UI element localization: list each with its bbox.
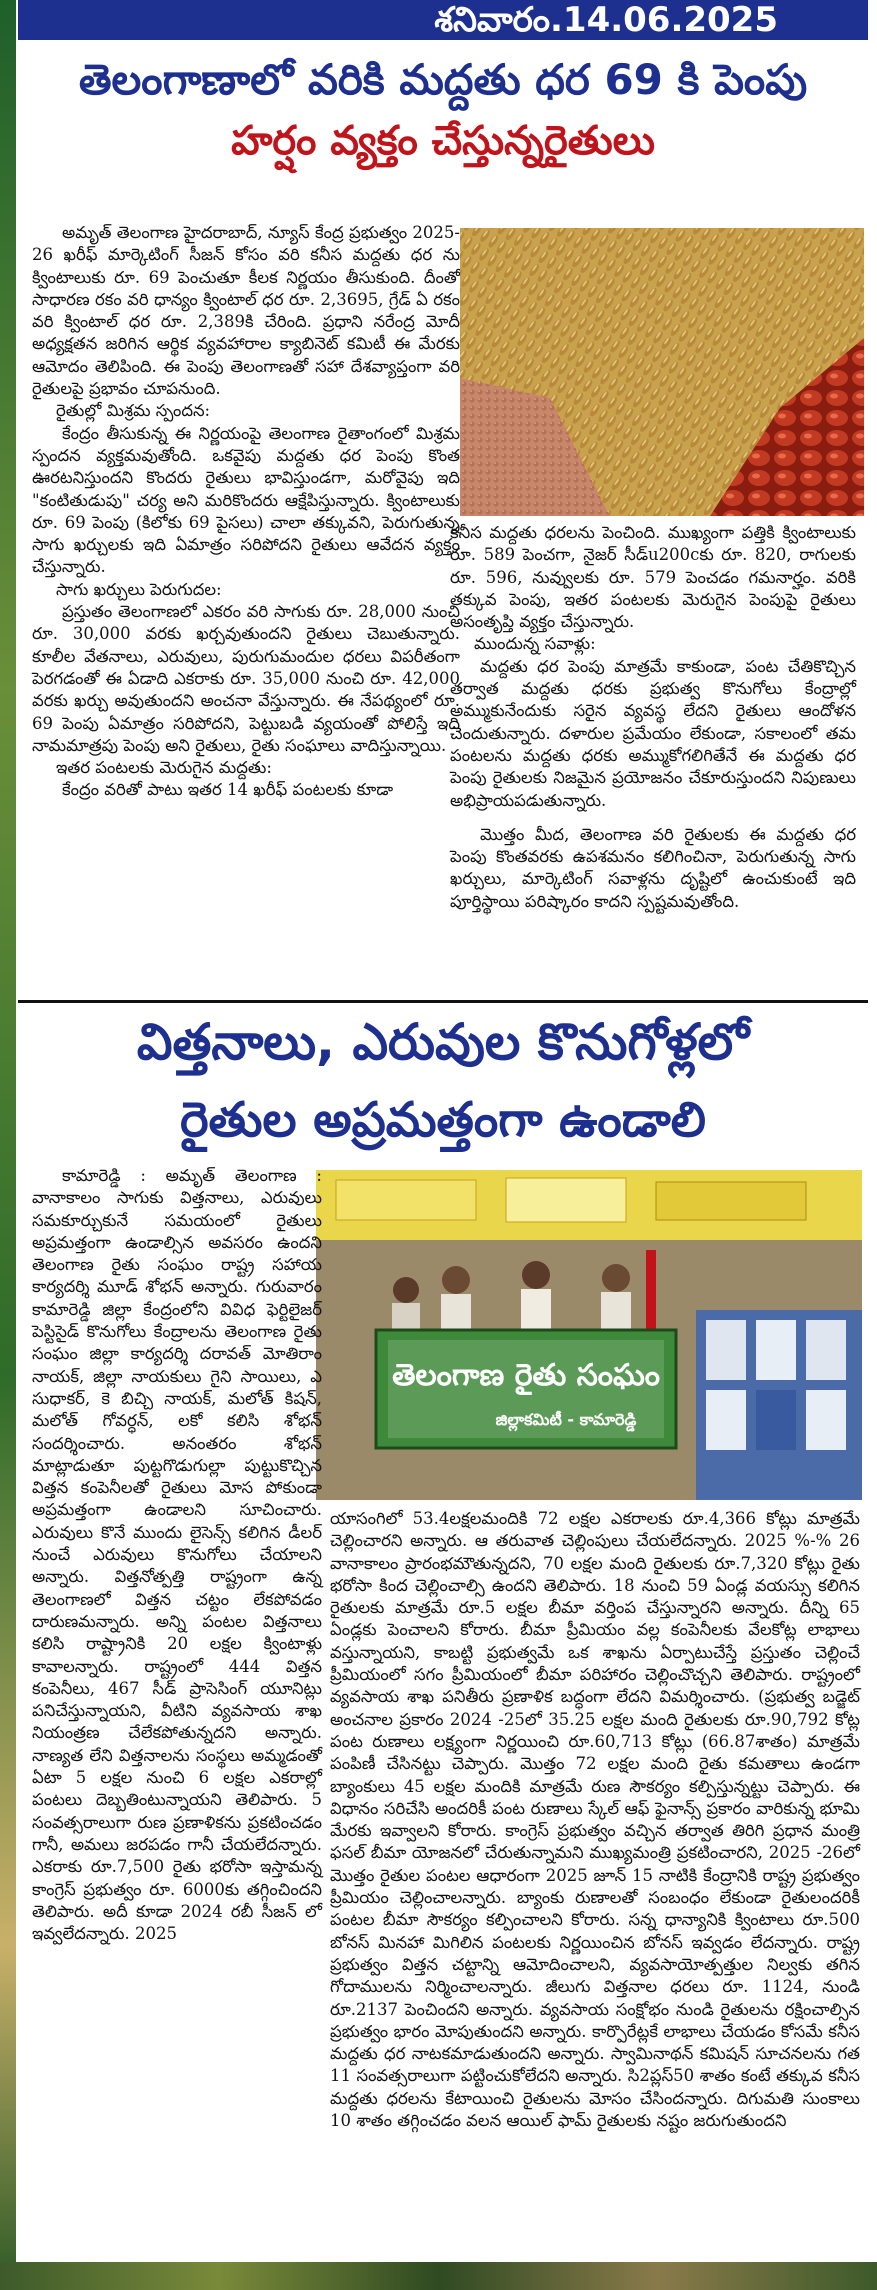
article2-headline-line1: విత్తనాలు, ఎరువుల కొనుగోళ్లలో [136, 1013, 750, 1071]
date-bar: శనివారం.14.06.2025 [18, 0, 868, 40]
article1-subhead: సాగు ఖర్చులు పెరుగుదల: [56, 579, 222, 599]
grains-photo [460, 228, 864, 516]
article-divider [18, 1000, 868, 1003]
article1-column2 [450, 522, 856, 913]
article1-para: ప్రస్తుతం తెలంగాణలో ఎకరం వరి సాగుకు రూ. 28,000 నుంచి రూ. 30,000 వరకు ఖర్చవుతుందని రైతులు చెబుతున్నారు. కూలీల వేతనాలు, ఎరువులు, పురుగుమందుల ధరలు విపరీతంగా పెరగడంతో ఈ ఏడాది ఎకరాకు రూ. 35,000 నుంచి రూ. 42,000 వరకు ఖర్చు అవుతుందని అంచనా వేస్తున్నారు. ఈ నేపథ్యంలో రూ. 69 పెంపు ఏమాత్రం సరిపోదని, పెట్టుబడి వ్యయంతో పోలిస్తే ఇది నామమాత్రపు పెంపు అని రైతులు, రైతు సంఘాలు వాదిస్తున్నాయి. [32, 602, 460, 755]
farmers-union-photo [316, 1170, 862, 1500]
banner-subtitle: జిల్లాకమిటీ - కామారెడ్డి [495, 1410, 637, 1429]
article1-para: కనీస మద్దతు ధరలను పెంచింది. ముఖ్యంగా పత్తికి క్వింటాలుకు రూ. 589 పెంచగా, నైజర్ సీడ్u200cకు రూ. 820, రాగులకు రూ. 596, నువ్వులకు రూ. 579 పెంచడం గమనార్హం. వరికి తక్కువ పెంపు, ఇతర పంటలకు మెరుగైన పెంపుపై రైతులు అసంతృప్తి వ్యక్తం చేస్తున్నారు. [450, 523, 856, 632]
article2-column1 [32, 1165, 322, 1945]
bottom-decorative-strip [0, 2262, 877, 2290]
article1-headline: తెలంగాణాలో వరికి మద్దతు ధర 69 కి పెంపు [78, 55, 808, 104]
article1-subhead: రైతుల్లో మిశ్రమ స్పందన: [56, 401, 211, 421]
article2-para: కామారెడ్డి : అమృత్ తెలంగాణ : వానాకాలం సాగుకు విత్తనాలు, ఎరువులు సమకూర్చుకునే సమయంలో రైతులు అప్రమత్తంగా ఉండాల్సిన అవసరం ఉందని తెలంగాణ రైతు సంఘం రాష్ట్ర సహాయ కార్యదర్శి మూడ్ శోభన్ అన్నారు. గురువారం కామారెడ్డి జిల్లా కేంద్రంలోని వివిధ ఫెర్టిలైజర్ పెస్టిసైడ్ కొనుగోలు కేంద్రాలను తెలంగాణ రైతు సంఘం జిల్లా కార్యదర్శి దరావత్ మోతిరాం నాయక్, జిల్లా నాయకులు గైని సాయిలు, ఎ సుధాకర్, కె బిచ్చి నాయక్, మలోత్ కిషన్, మలోత్ గోవర్ధన్, లకో కలిసి శోభన్ సందర్శించారు. అనంతరం శోభన్ మాట్లాడుతూ పుట్టగొడుగుల్లా పుట్టుకొచ్చిన విత్తన కంపెనీలతో రైతులు మోస పోకుండా అప్రమత్తంగా ఉండాలని సూచించారు. ఎరువులు కొనే ముందు లైసెన్స్ కలిగిన డీలర్ నుంచే ఎరువులు కొనుగోలు చేయాలని అన్నారు. విత్తనోత్పత్తి రాష్ట్రంగా ఉన్న తెలంగాణలో విత్తన చట్టం లేకపోవడం దారుణమన్నారు. అన్ని పంటల విత్తనాలు కలిసి రాష్ట్రానికి 20 లక్షల క్వింటాళ్లు కావాలన్నారు. రాష్ట్రంలో 444 విత్తన కంపెనీలు, 467 సీడ్ ప్రాసెసింగ్ యూనిట్లు పనిచేస్తున్నాయని, వీటిని వ్యవసాయ శాఖ నియంత్రణ చేలేకపోతున్నదని అన్నారు. నాణ్యత లేని విత్తనాలను సంస్థలు అమ్మడంతో ఏటా 5 లక్షల నుంచి 6 లక్షల ఎకరాల్లో పంటలు దెబ్బతింటున్నాయని తెలిపారు. 5 సంవత్సరాలుగా రుణ ప్రణాళికను ప్రకటించడం గానీ, అమలు జరపడం గానీ చేయలేదన్నారు. ఎకరాకు రూ.7,500 రైతు భరోసా ఇస్తామన్న కాంగ్రెస్ ప్రభుత్వం రూ. 6000కు తగ్గించిందని తెలిపారు. అదీ కూడా 2024 రబీ సీజన్ లో ఇవ్వలేదన్నారు. 2025 [32, 1166, 322, 1944]
article2-headline-line2: రైతుల అప్రమత్తంగా ఉండాలి [180, 1092, 706, 1148]
article1-para: మొత్తం మీద, తెలంగాణ వరి రైతులకు ఈ మద్దతు ధర పెంపు కొంతవరకు ఉపశమనం కలిగించినా, పెరుగుతున్న సాగు ఖర్చులు, మార్కెటింగ్ సవాళ్లను దృష్టిలో ఉంచుకుంటే ఇది పూర్తిస్థాయి పరిష్కారం కాదని స్పష్టమవుతోంది. [450, 824, 856, 911]
article1-subheadline: హర్షం వ్యక్తం చేస్తున్నరైతులు [231, 118, 655, 164]
grains-illustration [460, 228, 864, 516]
article1-para: అమృత్ తెలంగాణ హైదరాబాద్, న్యూస్ కేంద్ర ప్రభుత్వం 2025-26 ఖరీఫ్ మార్కెటింగ్ సీజన్ కోసం వరి కనీస మద్దతు ధర ను క్వింటాలుకు రూ. 69 పెంచుతూ కీలక నిర్ణయం తీసుకుంది. దీంతో సాధారణ రకం వరి ధాన్యం క్వింటాల్ ధర రూ. 2,3695, గ్రేడ్ ఏ రకం వరి క్వింటాల్ ధర రూ. 2,389కి చేరింది. ప్రధాని నరేంద్ర మోదీ అధ్యక్షతన జరిగిన ఆర్థిక వ్యవహారాల క్యాబినెట్ కమిటీ ఈ మేరకు ఆమోదం తెలిపింది. ఈ పెంపు తెలంగాణతో సహా దేశవ్యాప్తంగా వరి రైతులపై ప్రభావం చూపనుంది. [32, 223, 460, 399]
article1-subhead: ఇతర పంటలకు మెరుగైన మద్దతు: [56, 758, 272, 778]
article2-para: యాసంగిలో 53.4లక్షలమందికి 72 లక్షల ఎకరాలకు రూ.4,366 కోట్లు మాత్రమే చెల్లించారని అన్నారు. ఆ తరువాత చెల్లింపులు చేయలేదన్నారు. 2025 %-% 26 వానాకాలం ప్రారంభమౌతున్నదని, 70 లక్షల మంది రైతులకు రూ.7,320 కోట్లు రైతు భరోసా కింద చెల్లించాల్సి ఉందని తెలిపారు. 18 నుంచి 59 ఏండ్ల వయస్సు కలిగిన రైతులకు మాత్రమే రూ.5 లక్షల బీమా వర్తింప చేస్తున్నారని అన్నారు. దీన్ని 65 ఏండ్లకు పెంచాలని కోరారు. బీమా ప్రీమియం వల్ల కంపెనీలకు వేలకోట్ల లాభాలు వస్తున్నాయని, కాబట్టి ప్రభుత్వమే ఒక శాఖను ఏర్పాటుచేస్తే ప్రస్తుతం చెల్లించే ప్రీమియంలో సగం ప్రీమియంలో బీమా పరిహారం చెల్లించొచ్చని తెలిపారు. రాష్ట్రంలో వ్యవసాయ శాఖ పనితీరు ప్రణాళిక బద్ధంగా లేదని విమర్శించారు. (ప్రభుత్వ బడ్జెట్ అంచనాల ప్రకారం 2024 -25లో 35.25 లక్షల మంది రైతులకు రూ.90,792 కోట్ల పంట రుణాలు లక్ష్యంగా నిర్ణయించి రూ.60,713 కోట్లు (66.87శాతం) మాత్రమే పంపిణీ చేసినట్టు చెప్పారు. మొత్తం 72 లక్షల మంది రైతు కమతాలు ఉండగా బ్యాంకులు 45 లక్షల మందికి మాత్రమే రుణ సౌకర్యం కల్పిస్తున్నట్టు చెప్పారు. ఈ విధానం సరిచేసి అందరికీ పంట రుణాలు స్కేల్ ఆఫ్ ఫైనాన్స్ ప్రకారం వారికున్న భూమి మేరకు ఇవ్వాలని కోరారు. కాంగ్రెస్ ప్రభుత్వం వచ్చిన తర్వాత తిరిగి ప్రధాన మంత్రి ఫసల్ బీమా యోజనలో చేరుతున్నామని ముఖ్యమంత్రి ప్రకటించారని, 2025 -26లో మొత్తం రైతుల పంటల ఆధారంగా 2025 జూన్ 15 నాటికి కేంద్రానికి రాష్ట్ర ప్రభుత్వం ప్రీమియం చెల్లించాలన్నారు. బ్యాంకు రుణాలతో సంబంధం లేకుండా రైతులందరికీ పంటల బీమా సౌకర్యం కల్పించాలని కోరారు. సన్న ధాన్యానికి క్వింటాలు రూ.500 బోనస్ మినహా మిగిలిన పంటలకు నిర్ణయించిన బోనస్ ఇవ్వడం లేదన్నారు. రాష్ట్ర ప్రభుత్వం విత్తన చట్టాన్ని ఆమోదించాలని, వ్యవసాయోత్పత్తుల నిల్వకు తగిన గోదాములను నిర్మించాలన్నారు. జీలుగు విత్తనాల ధరలు రూ. 1124, నుండి రూ.2137 పెంచిందని అన్నారు. వ్యవసాయ సంక్షోభం నుండి రైతులను రక్షించాల్సిన ప్రభుత్వం భారం మోపుతుందని అన్నారు. కార్పొరేట్లకే లాభాలు చేయడం కోసమే కనీస మద్దతు ధర నాటకమాడుతుందని అన్నారు. స్వామినాథన్ కమిషన్ సూచనలను గత 11 సంవత్సరాలుగా పట్టించుకోలేదని అన్నారు. సి2ప్లస్50 శాతం కంటే తక్కువ కనీస మద్దతు ధరలను కేటాయించి రైతులను మోసం చేసిందన్నారు. దిగుమతి సుంకాలు 10 శాతం తగ్గించడం వలన ఆయిల్ ఫామ్ రైతులకు నష్టం జరుగుతుందని [330, 1509, 860, 2131]
article1-para: కేంద్రం వరితో పాటు ఇతర 14 ఖరీఫ్ పంటలకు కూడా [62, 780, 394, 800]
article1-column1 [32, 222, 460, 802]
banner-title: తెలంగాణ రైతు సంఘం [392, 1358, 660, 1393]
article2-column2 [330, 1508, 860, 2132]
article1-para: కేంద్రం తీసుకున్న ఈ నిర్ణయంపై తెలంగాణ రైతాంగంలో మిశ్రమ స్పందన వ్యక్తమవుతోంది. ఒకవైపు మద్దతు ధర పెంపు కొంత ఊరటనిస్తుందని కొందరు రైతులు భావిస్తుండగా, మరోవైపు ఇది "కంటితుడుపు" చర్య అని మరికొందరు ఆక్షేపిస్తున్నారు. క్వింటాలుకు రూ. 69 పెంపు (కిలోకు 69 పైసలు) చాలా తక్కువని, పెరుగుతున్న సాగు ఖర్చులకు ఇది ఏమాత్రం సరిపోదని రైతులు ఆవేదన వ్యక్తం చేస్తున్నారు. [32, 423, 460, 577]
article1-para: మద్దతు ధర పెంపు మాత్రమే కాకుండా, పంట చేతికొచ్చిన తర్వాత మద్దతు ధరకు ప్రభుత్వ కొనుగోలు కేంద్రాల్లో అమ్ముకునేందుకు సరైన వ్యవస్థ లేదని రైతులు ఆందోళన చెందుతున్నారు. దళారుల ప్రమేయం లేకుండా, సకాలంలో తమ పంటలను మద్దతు ధరకు అమ్ముకోగలిగితేనే ఈ మద్దతు ధర పెంపు రైతులకు నిజమైన ప్రయోజనం చేకూరుస్తుందని నిపుణులు అభిప్రాయపడుతున్నారు. [450, 656, 856, 810]
newspaper-page [18, 0, 868, 2290]
left-decorative-strip [0, 0, 16, 2290]
article1-subhead: ముందున్న సవాళ్లు: [474, 634, 596, 654]
farmers-union-illustration [316, 1170, 862, 1500]
